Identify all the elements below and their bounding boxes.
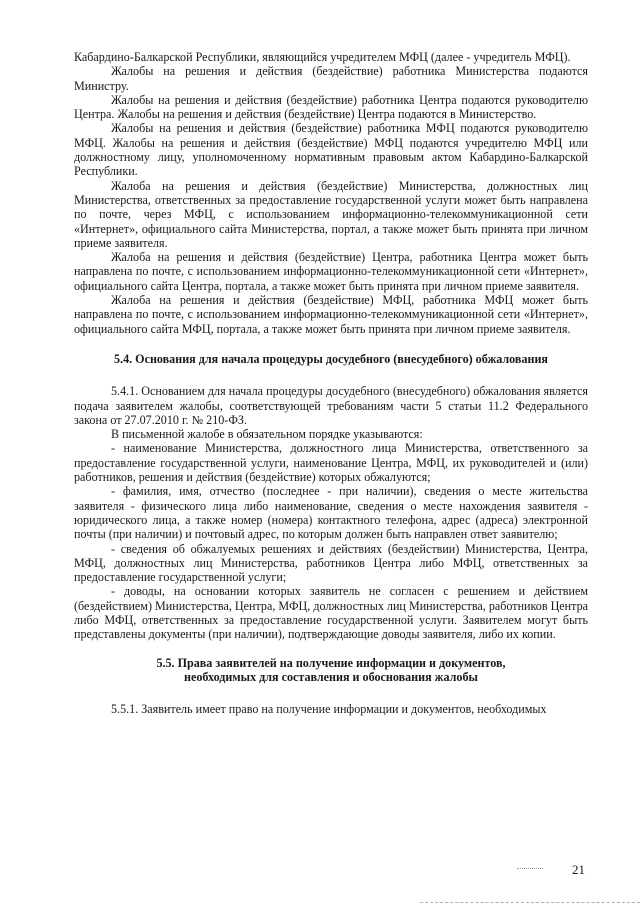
paragraph-submission-mfc: Жалоба на решения и действия (бездействие) МФЦ, работника МФЦ может быть направлена по почте, с использованием информационно-телекоммуникационной сети «Интернет», официального сайта МФЦ, портала, а также может быть принята при личном приеме заявителя. [74,293,588,336]
section-heading-5-4: 5.4. Основания для начала процедуры досудебного (внесудебного) обжалования [114,351,548,366]
paragraph-complaints-center: Жалобы на решения и действия (бездействие) работника Центра подаются руководителю Центра. Жалобы на решения и действия (бездействие) Центра подаются в Министерство. [74,92,588,122]
paragraph-5-4-1: 5.4.1. Основанием для начала процедуры досудебного (внесудебного) обжалования является подача заявителем жалобы, соответствующей требованиям части 5 статьи 11.2 Федерального закона от 27.07.2010 г. № 210-ФЗ. [74,384,588,427]
paragraph-submission-center: Жалоба на решения и действия (бездействие) Центра, работника Центра может быть направлена по почте, с использованием информационно-телекоммуникационной сети «Интернет», официального сайта Центра, портала, а также может быть принята при личном приеме заявителя. [74,250,588,293]
paragraph-complaints-ministry: Жалобы на решения и действия (бездействие) работника Министерства подаются Министру. [74,64,588,93]
section-heading-5-5-line-1: 5.5. Права заявителей на получение информации и документов, [156,655,506,670]
scan-edge-artifact [420,902,640,904]
document-page [74,50,588,716]
list-item-appealed-decisions: - сведения об обжалуемых решениях и действиях (бездействии) Министерства, Центра, МФЦ, должностных лиц Министерства, работников Центра либо МФЦ, ответственных за предоставление государственной услуги; [74,541,588,585]
section-heading-5-5 [74,656,588,685]
section-heading-5-5-line-2: необходимых для составления и обоснования жалобы [184,669,478,684]
paragraph-written-complaint-intro: В письменной жалобе в обязательном порядке указываются: [111,427,423,442]
paragraph-founder-continuation: Кабардино-Балкарской Республики, являющийся учредителем МФЦ (далее - учредитель МФЦ). [74,50,571,64]
paragraph-5-5-1: 5.5.1. Заявитель имеет право на получение информации и документов, необходимых [111,702,547,717]
scan-artifact [517,868,543,870]
page-number: 21 [572,862,585,877]
paragraph-submission-ministry: Жалоба на решения и действия (бездействие) Министерства, должностных лиц Министерства, ответственных за предоставление государственной услуги может быть направлена по почте, через МФЦ, с использованием информационно-телекоммуникационной сети «Интернет», официального сайта Министерства, портал, а также может быть принята при личном приеме заявителя. [74,178,588,250]
list-item-names: - наименование Министерства, должностного лица Министерства, ответственного за предоставление государственной услуги, наименование Центра, МФЦ, их руководителей и (или) работников, решения и действия (бездействие) которых обжалуются; [74,441,588,485]
paragraph-complaints-mfc: Жалобы на решения и действия (бездействие) работника МФЦ подаются руководителю МФЦ. Жалобы на решения и действия (бездействие) МФЦ подаются учредителю МФЦ или должностному лицу, уполномоченному нормативным правовым актом Кабардино-Балкарской Республики. [74,121,588,179]
list-item-arguments: - доводы, на основании которых заявитель не согласен с решением и действием (бездействием) Министерства, Центра, МФЦ, должностных лиц Министерства, работников Центра либо МФЦ, ответственных за предоставление государственной услуги. Заявителем могут быть представлены документы (при наличии), подтверждающие доводы заявителя, либо их копии. [74,584,588,642]
list-item-applicant-details: - фамилия, имя, отчество (последнее - при наличии), сведения о месте жительства заявителя - физического лица либо наименование, сведения о месте нахождения заявителя - юридического лица, а также номер (номера) контактного телефона, адрес (адреса) электронной почты (при наличии) и почтовый адрес, по которым должен быть направлен ответ заявителю; [74,484,588,542]
